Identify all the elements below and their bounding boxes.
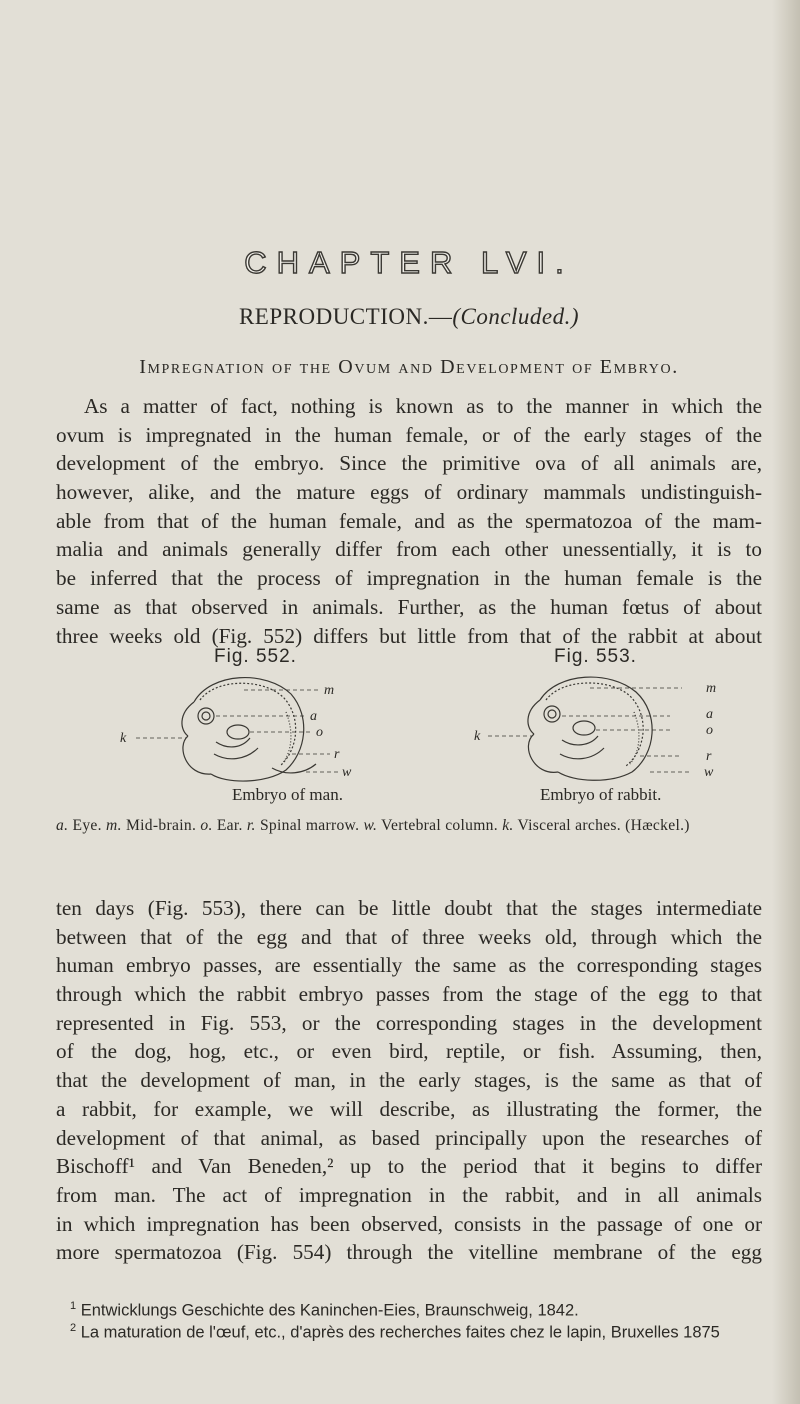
text-line: human embryo passes, are essentially the same as the corresponding stages [56,953,762,978]
figure-legend [56,817,762,835]
text-line: ten days (Fig. 553), there can be little doubt that the stages intermediate [56,896,762,920]
text-line: Bischoff¹ and Van Beneden,² up to the period that it begins to differ [56,1154,762,1179]
label-m: m [706,681,717,696]
legend-text: Vertebral column. [377,817,503,834]
text-line: more spermatozoa (Fig. 554) through the vitelline membrane of the egg [56,1240,762,1265]
paragraph-1 [56,392,762,650]
label-m: m [324,683,335,698]
subheading: Impregnation of the Ovum and Development of Embryo. [139,356,679,378]
text-line: through which the rabbit embryo passes from the stage of the egg to that [56,982,762,1007]
legend-key: a. [56,817,69,834]
footnote-mark: 1 [70,1300,77,1312]
text-line: from man. The act of impregnation in the rabbit, and in all animals [56,1182,762,1207]
text-line: development of the embryo. Since the primitive ova of all animals are, [56,451,762,476]
legend-key: w. [363,817,378,834]
footnote-text: La maturation de l'œuf, etc., d'après des recherches faites chez le lapin, Bruxelles 1875 [80,1323,720,1342]
label-r: r [334,747,340,762]
text-line: represented in Fig. 553, or the corresponding stages in the development [56,1010,762,1035]
text-line: that the development of man, in the early stages, is the same as that of [56,1068,762,1093]
section-title [56,304,762,330]
legend-key: r. [246,817,256,834]
legend-key: o. [200,817,213,834]
figure-552-caption: Embryo of man. [232,785,343,804]
label-w: w [342,765,352,780]
figure-553-embryo-illustration [470,672,720,784]
label-r: r [706,749,712,764]
chapter-title: CHAPTER LVI. [244,245,574,280]
text-line: As a matter of fact, nothing is known as to the manner in which the [84,394,762,418]
text-line: development of that animal, as based principally upon the researches of [56,1125,762,1150]
label-a: a [310,709,317,724]
label-o: o [316,725,323,740]
legend-text: Spinal marrow. [255,817,364,834]
legend-key: k. [502,817,514,834]
footnote-mark: 2 [70,1322,77,1334]
section-title-note: (Concluded.) [452,304,580,329]
figure-552-embryo-illustration [116,672,356,784]
footnote-2 [70,1322,720,1343]
label-k: k [120,731,127,746]
legend-credit: (Hæckel.) [625,817,690,834]
text-line: between that of the egg and that of three weeks old, through which the [56,924,762,949]
footnote-1 [70,1300,579,1321]
figure-553-label: Fig. 553. [554,646,637,667]
label-w: w [704,765,714,780]
figure-552-label: Fig. 552. [214,646,297,667]
text-line: malia and animals generally differ from each other unessentially, it is to [56,537,762,562]
text-line: in which impregnation has been observed, consists in the passage of one or [56,1211,762,1236]
legend-text: Ear. [212,817,247,834]
label-k: k [474,729,481,744]
label-a: a [706,707,713,722]
figure-553-caption: Embryo of rabbit. [540,785,662,804]
legend-text: Visceral arches. [513,817,626,834]
text-line: of the dog, hog, etc., or even bird, reptile, or fish. Assuming, then, [56,1039,762,1064]
legend-text: Eye. [68,817,107,834]
text-line: ovum is impregnated in the human female, or of the early stages of the [56,422,762,447]
footnote-text: Entwicklungs Geschichte des Kaninchen-Eies, Braunschweig, 1842. [80,1301,579,1320]
text-line: be inferred that the process of impregnation in the human female is the [56,566,762,591]
legend-text: Mid-brain. [121,817,201,834]
text-line: however, alike, and the mature eggs of ordinary mammals undistinguish- [56,480,762,505]
text-line: able from that of the human female, and as the spermatozoa of the mam- [56,508,762,533]
section-title-text: REPRODUCTION.— [238,304,453,329]
label-o: o [706,723,713,738]
text-line: three weeks old (Fig. 552) differs but little from that of the rabbit at about [56,623,762,648]
text-line: same as that observed in animals. Further, as the human fœtus of about [56,594,762,619]
text-line: a rabbit, for example, we will describe, as illustrating the former, the [56,1096,762,1121]
paragraph-2 [56,894,762,1267]
page-edge-shadow [772,0,800,1404]
legend-key: m. [106,817,122,834]
